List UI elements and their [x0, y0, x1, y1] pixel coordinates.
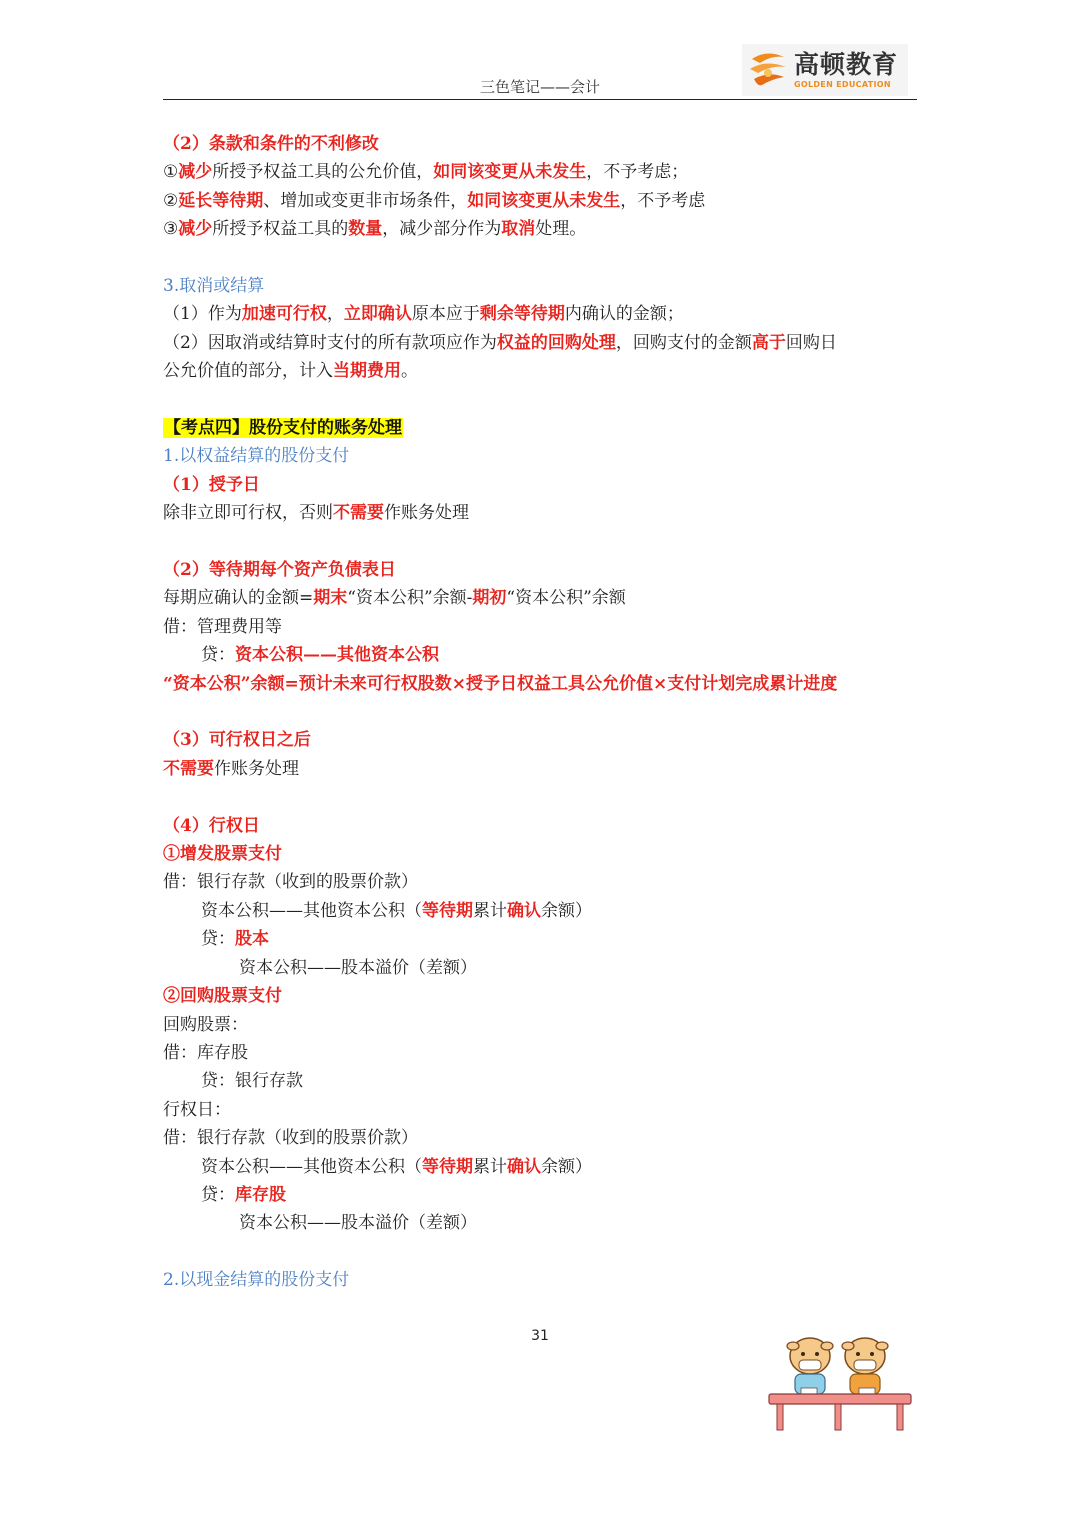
mascot-illustration-icon [765, 1332, 915, 1432]
body-text: 所授予权益工具的 [212, 219, 349, 240]
body-text: 借：银行存款（收到的股票价款） [163, 1128, 418, 1149]
body-text: 贷： [201, 1184, 235, 1205]
notes-body [163, 130, 923, 1295]
body-text: 资本公积——其他资本公积（ [201, 1156, 422, 1177]
emphasis-text: 不需要 [333, 503, 384, 524]
text-line [163, 556, 923, 584]
body-text: “资本公积”余额 [506, 588, 626, 609]
text-line [163, 613, 923, 641]
text-line [163, 670, 923, 698]
body-text: ，不予考虑 [620, 190, 706, 211]
emphasis-text: ①增发股票支付 [163, 844, 282, 865]
text-line [163, 272, 923, 300]
emphasis-text: 延长等待期 [178, 190, 264, 211]
text-line [163, 187, 923, 215]
emphasis-text: 减少 [178, 219, 213, 240]
emphasis-text: （4）行权日 [163, 815, 260, 836]
text-line [163, 300, 923, 328]
text-line [163, 1266, 923, 1294]
body-text: ① [163, 162, 179, 183]
emphasis-text: 如同该变更从未发生 [433, 162, 587, 183]
text-line [163, 1011, 923, 1039]
text-line [163, 130, 923, 158]
emphasis-text: 期末 [313, 588, 348, 609]
text-line [163, 414, 923, 442]
body-text: 行权日： [163, 1099, 231, 1120]
section-heading: 3.取消或结算 [163, 276, 265, 297]
body-text: 处理。 [535, 219, 587, 240]
emphasis-text: 当期费用 [333, 361, 401, 382]
body-text: 资本公积——股本溢价（差额） [239, 1213, 477, 1234]
emphasis-text: ②回购股票支付 [163, 986, 282, 1007]
text-line [163, 868, 923, 896]
emphasis-text: 期初 [472, 588, 507, 609]
body-text: 除非立即可行权，否则 [163, 503, 333, 524]
body-text: 回购日 [785, 332, 837, 353]
emphasis-text: 确认 [507, 1156, 541, 1177]
body-text: 作账务处理 [384, 503, 469, 524]
text-line [163, 584, 923, 612]
text-line [163, 1153, 923, 1181]
body-text: 借：库存股 [163, 1042, 248, 1063]
text-line [163, 982, 923, 1010]
body-text: 内确认的金额； [564, 304, 684, 325]
text-line [163, 215, 923, 243]
emphasis-text: 等待期 [422, 1156, 473, 1177]
body-text: 所授予权益工具的公允价值， [212, 162, 434, 183]
text-line [163, 641, 923, 669]
emphasis-text: 取消 [501, 219, 536, 240]
emphasis-text: （3）可行权日之后 [163, 730, 311, 751]
body-text: 资本公积——股本溢价（差额） [239, 957, 477, 978]
text-line [163, 840, 923, 868]
text-line [163, 1181, 923, 1209]
body-text: 、增加或变更非市场条件， [263, 190, 468, 211]
logo-icon [742, 45, 792, 95]
body-text: ，减少部分作为 [382, 219, 502, 240]
body-text: 借：管理费用等 [163, 616, 282, 637]
section-heading: 2.以现金结算的股份支付 [163, 1270, 350, 1291]
text-line [163, 954, 923, 982]
emphasis-text: 剩余等待期 [479, 304, 565, 325]
text-line [163, 471, 923, 499]
section-heading: 1.以权益结算的股份支付 [163, 446, 350, 467]
body-text: 作账务处理 [214, 758, 299, 779]
blank-line [163, 244, 923, 272]
emphasis-text: （1）授予日 [163, 474, 260, 495]
text-line [163, 1096, 923, 1124]
text-line [163, 1209, 923, 1237]
body-text: 回购股票： [163, 1014, 248, 1035]
logo-english-text: GOLDEN EDUCATION [794, 80, 891, 89]
blank-line [163, 528, 923, 556]
emphasis-text: 资本公积——其他资本公积 [235, 645, 439, 666]
header-title: 三色笔记——会计 [479, 78, 600, 96]
body-text: 余额） [541, 1156, 592, 1177]
text-line [163, 755, 923, 783]
body-text: ， [326, 304, 344, 325]
blank-line [163, 698, 923, 726]
blank-line [163, 783, 923, 811]
text-line [163, 1039, 923, 1067]
text-line [163, 442, 923, 470]
body-text: （1）作为 [163, 304, 242, 325]
body-text: ③ [163, 219, 179, 240]
text-line [163, 499, 923, 527]
emphasis-text: 股本 [235, 929, 269, 950]
body-text: 余额） [541, 900, 592, 921]
emphasis-text: 不需要 [163, 758, 214, 779]
body-text: ，回购支付的金额 [615, 332, 752, 353]
body-text: “资本公积”余额- [347, 588, 473, 609]
blank-line [163, 386, 923, 414]
emphasis-text: 减少 [178, 162, 213, 183]
page-number: 31 [531, 1328, 549, 1344]
body-text: 贷： [201, 645, 235, 666]
text-line [163, 812, 923, 840]
emphasis-text: 数量 [348, 219, 383, 240]
emphasis-text: 确认 [507, 900, 541, 921]
body-text: 累计 [473, 900, 507, 921]
body-text: 贷：银行存款 [201, 1071, 303, 1092]
body-text: ② [163, 190, 179, 211]
emphasis-text: 如同该变更从未发生 [467, 190, 621, 211]
text-line [163, 1067, 923, 1095]
text-line [163, 1124, 923, 1152]
body-text: 贷： [201, 929, 235, 950]
body-text: 资本公积——其他资本公积（ [201, 900, 422, 921]
body-text: 借：银行存款（收到的股票价款） [163, 872, 418, 893]
text-line [163, 158, 923, 186]
emphasis-text: 等待期 [422, 900, 473, 921]
text-line [163, 357, 923, 385]
body-text: 每期应确认的金额= [163, 588, 314, 609]
brand-logo [742, 44, 908, 96]
text-line [163, 925, 923, 953]
emphasis-text: 库存股 [235, 1184, 286, 1205]
emphasis-text: 立即确认 [343, 304, 412, 325]
body-text: （2）因取消或结算时支付的所有款项应作为 [163, 332, 497, 353]
emphasis-text: 高于 [751, 332, 786, 353]
emphasis-text: （2）条款和条件的不利修改 [163, 134, 379, 154]
body-text: 累计 [473, 1156, 507, 1177]
emphasis-text: “资本公积”余额=预计未来可行权股数×授予日权益工具公允价值×支付计划完成累计进度 [163, 673, 838, 694]
text-line [163, 897, 923, 925]
text-line [163, 726, 923, 754]
emphasis-text: （2）等待期每个资产负债表日 [163, 560, 396, 581]
body-text: 。 [401, 361, 418, 382]
emphasis-text: 加速可行权 [241, 304, 327, 325]
body-text: 公允价值的部分，计入 [163, 361, 333, 382]
highlighted-heading: 【考点四】股份支付的账务处理 [164, 418, 402, 439]
body-text: ，不予考虑； [586, 162, 689, 183]
text-line [163, 329, 923, 357]
blank-line [163, 1238, 923, 1266]
logo-chinese-text: 高顿教育 [794, 50, 899, 79]
body-text: 原本应于 [411, 304, 480, 325]
emphasis-text: 权益的回购处理 [496, 332, 616, 353]
header-divider [163, 99, 917, 100]
